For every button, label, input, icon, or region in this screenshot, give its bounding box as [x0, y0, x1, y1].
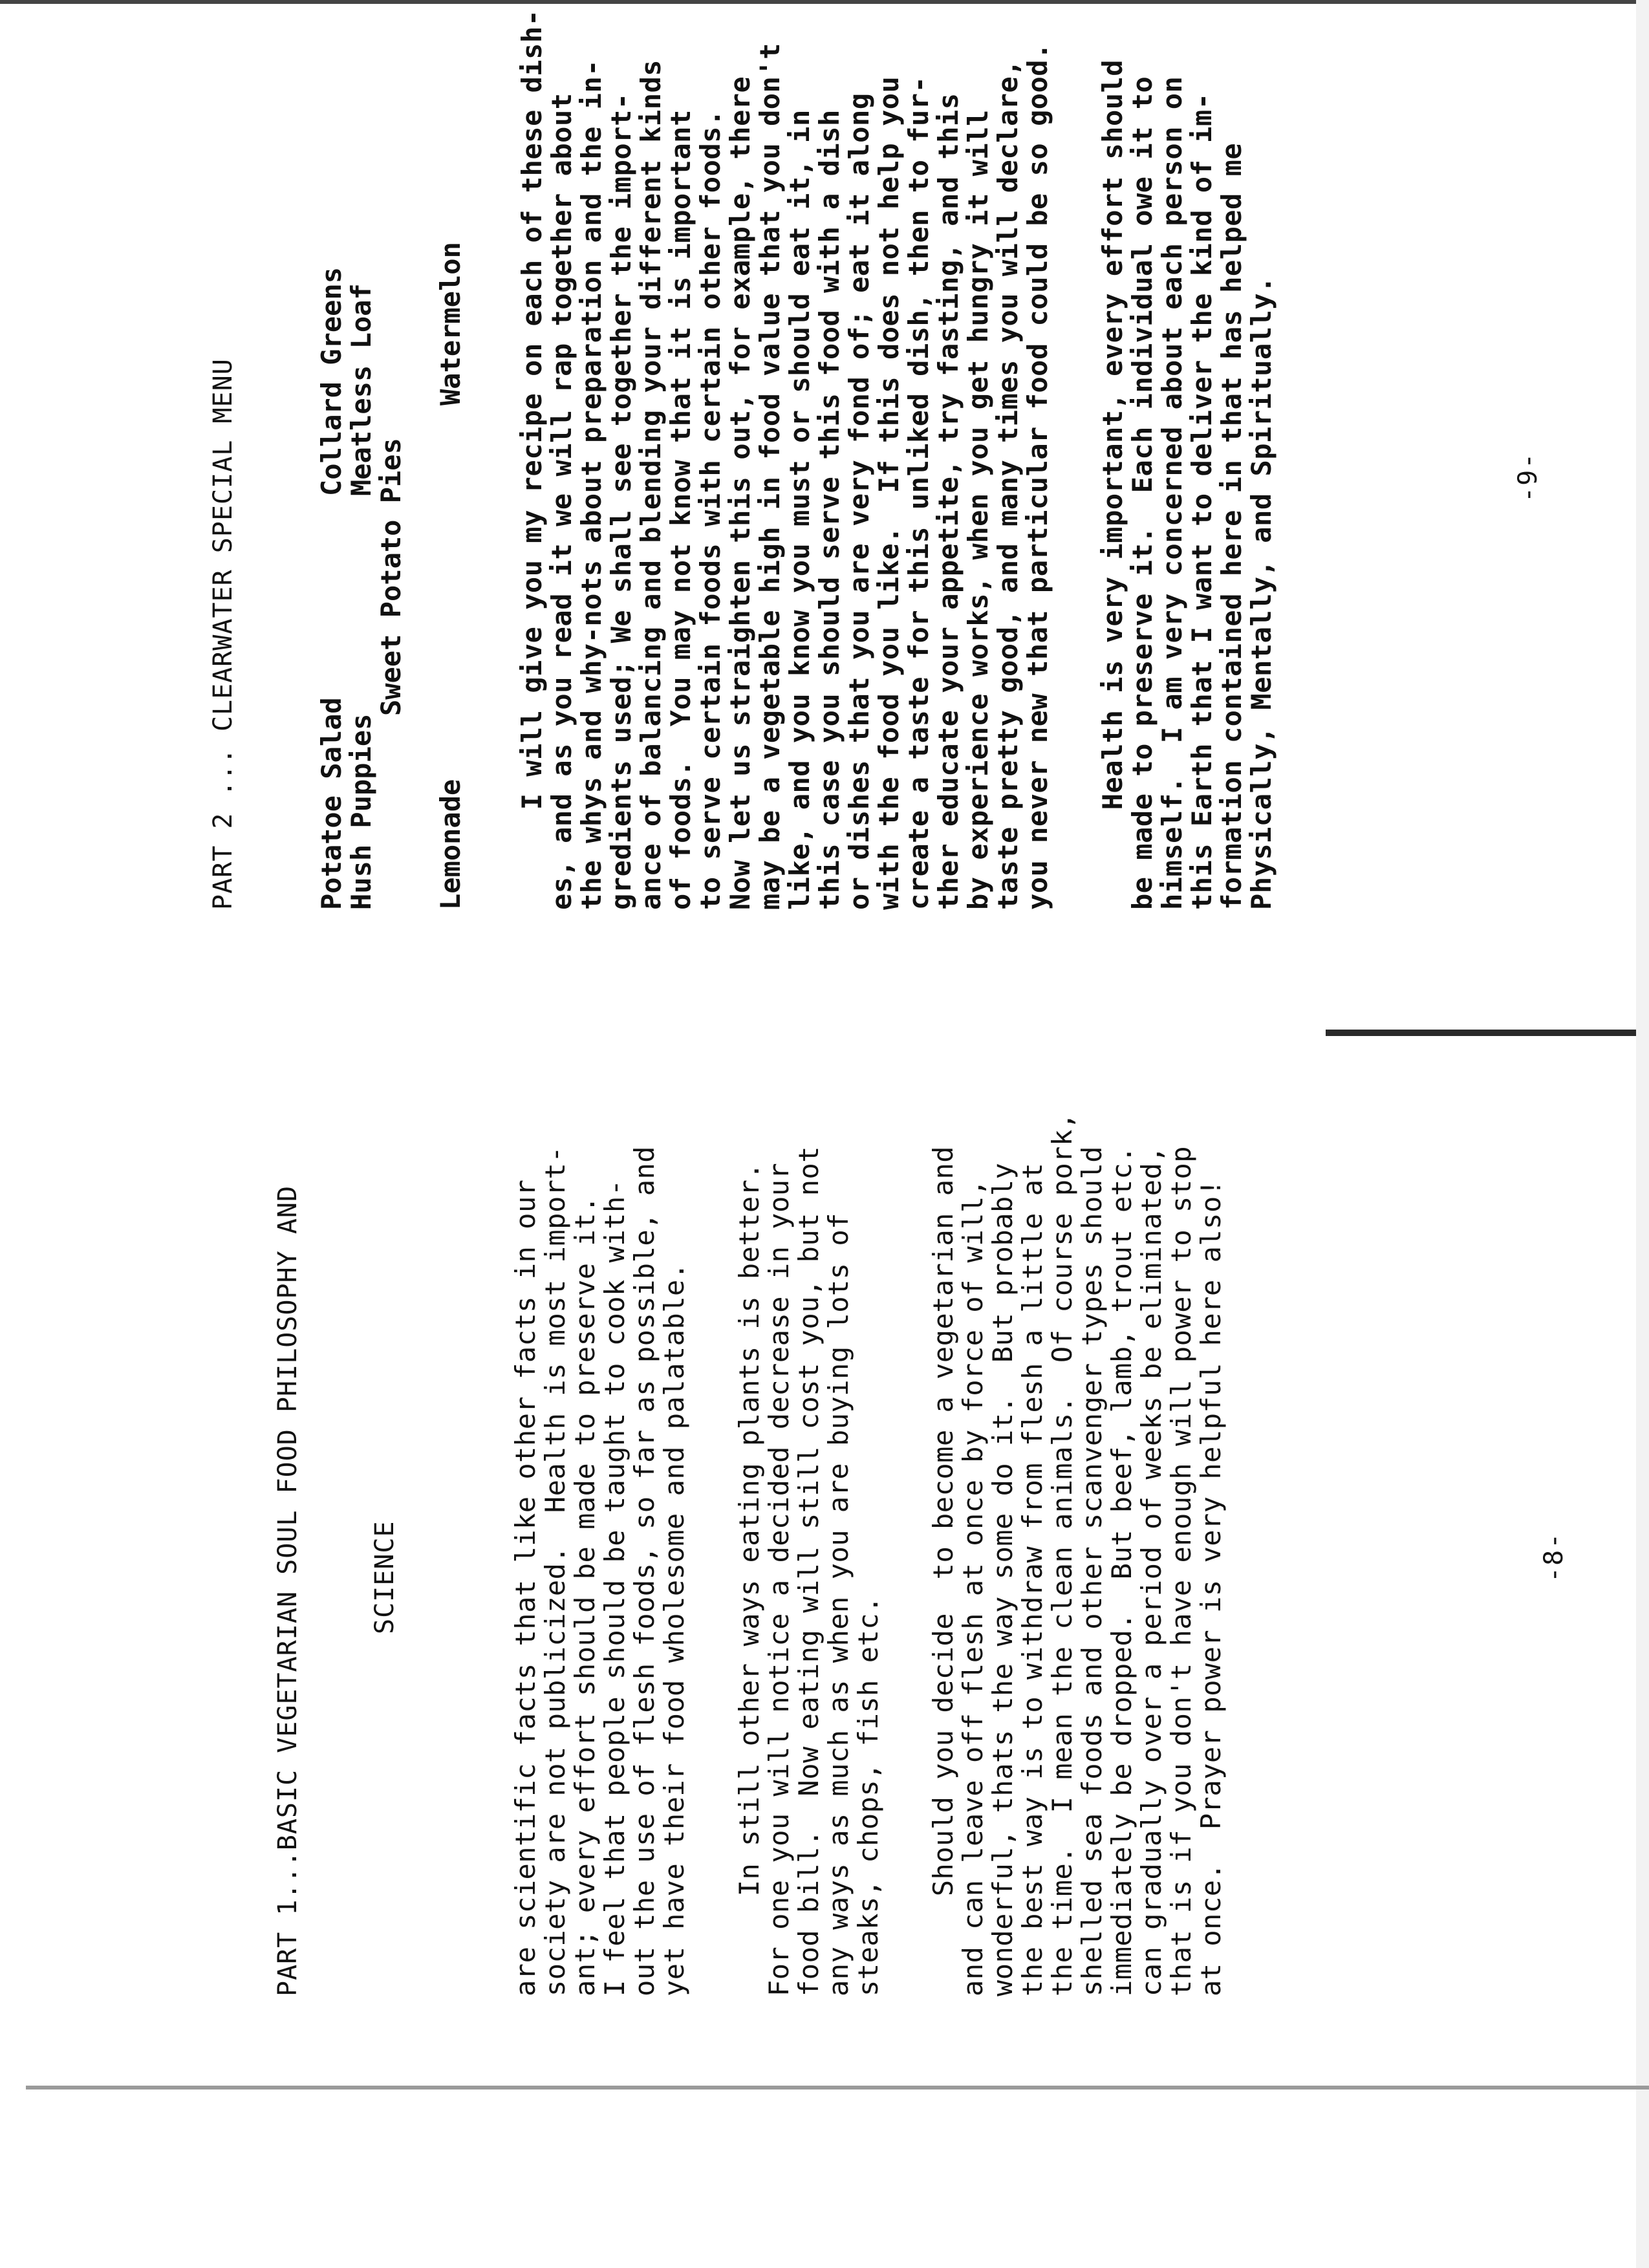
menu-item: Potatoe Salad — [316, 697, 347, 910]
menu-row-4 — [436, 43, 466, 910]
heading-line-2: SCIENCE — [370, 1520, 400, 1634]
page-number-9: -9- — [1513, 451, 1543, 502]
right-page-heading: PART 2 ... CLEARWATER SPECIAL MENU — [208, 358, 238, 910]
right-paragraph-2: Health is very important, every effort should be made to preserve it. Each individual owe it to himself. I am very concerned about each person on this Earth that I want to deliver the kind of im- formation contained here in that has helped me Physically, Mentally, and Spiritually. — [1097, 59, 1277, 910]
menu-row-1 — [317, 43, 347, 910]
left-paragraph-2: In still other ways eating plants is better. For one you will notice a decided decrease in your food bill. Now eating will still cost you, but not any ways as much as when you are buying lots of steaks, chops, fish etc. — [733, 1145, 884, 1996]
menu-item: Lemonade — [435, 779, 466, 910]
menu-item: Sweet Potato Pies — [375, 438, 407, 716]
left-paragraph-3: Should you decide to become a vegetarian and and can leave off flesh at once by force of will, wonderful, thats the way some do it. But probably the best way is to withdraw from flesh a little at the time. I mean the clean animals. Of course pork, shelled sea foods and other scanvenger types should immediately be dropped. But beef, lamb, trout etc. can gradually over a period of weeks be eliminated, that is if you don't have enough will power to stop at once. Prayer power is very helpful here also! — [927, 1112, 1227, 1996]
menu-item: Watermelon — [435, 242, 466, 405]
page-number-8: -8- — [1539, 1531, 1569, 1582]
right-paragraph-1: I will give you my recipe on each of these dish- es, and as you read it we will rap together about the whys and why-nots about preparation and the in- gredients used; We shall see together the import- ance of balancing and blending your different kinds of foods. You may not know that it is important to serve certain foods with certain other foods. Now let us straighten this out, for example, there may be a vegetable high in food value that you don't like, and you know you must or should eat it, in this case you should serve this food with a dish or dishes that you are very fond of; eat it along with the food you like. If this does not help you create a taste for this unliked dish, then to fur- ther educate your appetite, try fasting, and this by experience works, when you get hungry it will taste pretty good, and many times you will declare, you never new that particular food could be so good. — [516, 9, 1053, 910]
left-page — [207, 1112, 1271, 1996]
heading-line-1: PART 1...BASIC VEGETARIAN SOUL FOOD PHILOSOPHY AND — [273, 1185, 303, 1996]
menu-row-2 — [347, 43, 376, 910]
menu-item: Collard Greens — [316, 266, 347, 496]
menu-item: Hush Puppies — [345, 713, 377, 910]
right-page — [207, 9, 1322, 910]
left-paragraph-1: are scientific facts that like other facts in our society are not publicized. Health is most import- ant; every effort should be made to preserve it. I feel that people should be taught to cook with- out the use of flesh foods, so far as possible, and yet have their food wholesome and palatable. — [510, 1145, 690, 1996]
special-menu — [317, 43, 466, 910]
menu-item: Meatless Loaf — [345, 283, 377, 496]
left-page-heading — [207, 1156, 466, 1996]
menu-row-3 — [376, 43, 406, 910]
